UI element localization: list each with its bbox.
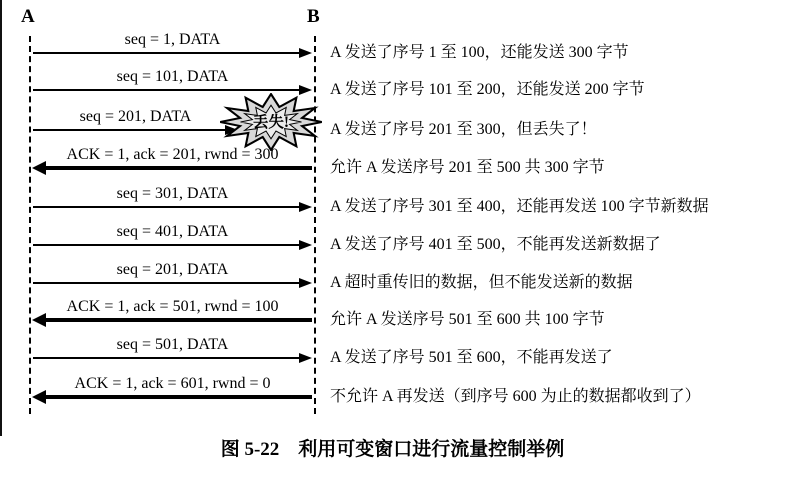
- arrow-right-icon: [33, 89, 299, 91]
- arrow-left-icon: [46, 166, 312, 170]
- message-label: seq = 1, DATA: [124, 31, 221, 48]
- arrow-right-icon: [33, 282, 299, 284]
- message-note: A 发送了序号 201 至 300，但丢失了！: [330, 121, 597, 138]
- message-label: ACK = 1, ack = 601, rwnd = 0: [74, 375, 271, 392]
- message-label: ACK = 1, ack = 201, rwnd = 300: [66, 146, 279, 163]
- lost-burst-label: 丢失!: [252, 114, 290, 132]
- arrow-left-icon: [46, 395, 312, 399]
- arrow-right-icon: [33, 244, 299, 246]
- message-note: 不允许 A 再发送（到序号 600 为止的数据都收到了）: [330, 388, 701, 405]
- message-note: A 发送了序号 1 至 100，还能发送 300 字节: [330, 44, 629, 61]
- message-label: seq = 101, DATA: [116, 68, 229, 85]
- host-a-label: A: [21, 6, 35, 27]
- arrow-right-icon: [33, 357, 299, 359]
- message-note: A 发送了序号 101 至 200，还能发送 200 字节: [330, 81, 645, 98]
- message-note: A 发送了序号 301 至 400，还能再发送 100 字节新数据: [330, 198, 709, 215]
- arrow-left-icon: [46, 318, 312, 322]
- message-label: seq = 201, DATA: [116, 261, 229, 278]
- host-a-lifeline: [29, 36, 31, 414]
- host-b-label: B: [307, 6, 320, 27]
- message-label: seq = 301, DATA: [116, 185, 229, 202]
- message-label: seq = 201, DATA: [79, 108, 192, 125]
- arrow-right-icon: [33, 129, 225, 131]
- message-note: 允许 A 发送序号 501 至 600 共 100 字节: [330, 311, 605, 328]
- message-label: seq = 501, DATA: [116, 336, 229, 353]
- message-label: ACK = 1, ack = 501, rwnd = 100: [66, 298, 279, 315]
- scan-edge-artifact: [0, 0, 2, 436]
- message-note: 允许 A 发送序号 201 至 500 共 300 字节: [330, 159, 605, 176]
- message-note: A 超时重传旧的数据，但不能发送新的数据: [330, 274, 633, 291]
- arrow-right-icon: [33, 52, 299, 54]
- lost-burst-icon: [219, 93, 323, 151]
- figure-caption: 图 5-22 利用可变窗口进行流量控制举例: [220, 439, 565, 460]
- arrow-right-icon: [33, 206, 299, 208]
- message-label: seq = 401, DATA: [116, 223, 229, 240]
- message-note: A 发送了序号 401 至 500，不能再发送新数据了: [330, 236, 661, 253]
- message-note: A 发送了序号 501 至 600，不能再发送了: [330, 349, 613, 366]
